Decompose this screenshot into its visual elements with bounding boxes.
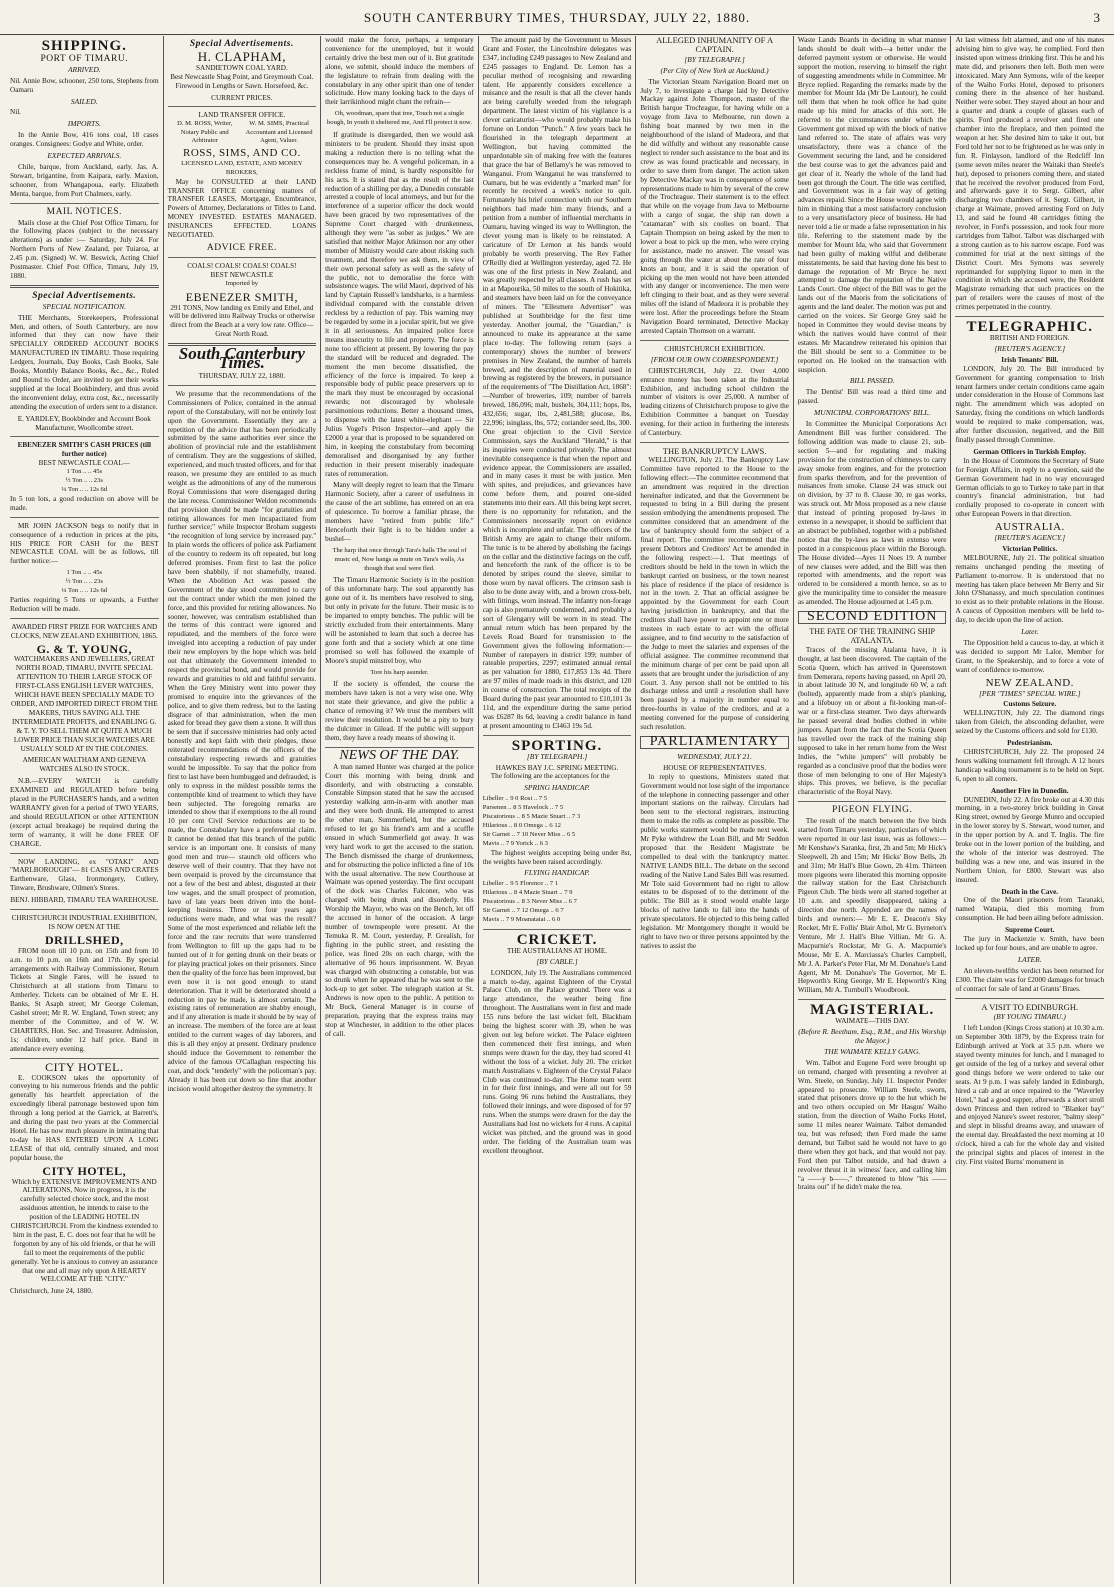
column-1 [6, 36, 164, 1584]
divider [798, 999, 947, 1000]
visit-heading: A VISIT TO EDINBURGH. [981, 1001, 1079, 1012]
inhumanity-text: The Victorian Steam Navigation Board met on July 7, to investigate a charge laid by Detective Mackay against John Thompson, master of the British barque Trochrague, for having while on a voyage from Java to Melbourne, run down a fishing boat manned by two men in the neighbourhood of the island of Madeora, and that he did wilfully and without any reasonable cause neglect to render such assistance to the boat and its crew as was found practicable and necessary, in order to save them from danger. The action taken by Detective Mackay was in consequence of some representations made to him by several of the crew of the Trochrague. Their statement is to the effect that while on the voyage from Java to Melbourne with a cargo of sugar, the ship ran down a "catamaran" with six coolies on board. That Captain Thompson on being asked by the men to lower a boat to pick up the men, who were crying for assistance, made no answer. The vessel was going through the water at about the rate of four knots an hour, and it is said the operation of picking up the men would not have been attended with any danger or inconvenience. The men were left clinging to their boat, and as they were several miles off the island of Madeora it is probable they were lost. After the proceedings before the Steam Navigation Board terminated, Detective Mackay arrested Captain Thomson on a warrant. [640, 77, 789, 335]
young-heading: G. & T. YOUNG, [36, 641, 133, 656]
sailed-text: Nil. [10, 108, 21, 117]
reuters-agency: [REUTER'S AGENCY.] [994, 533, 1066, 543]
special-ads-heading: Special Advertisements. [32, 290, 137, 301]
exhibition-heading: CHRISTCHURCH INDUSTRIAL EXHIBITION, IS NOW OPEN AT THE [11, 914, 157, 931]
hotel-big: CITY HOTEL, [42, 1163, 127, 1178]
later-text-2: An eleven-twelfths verdict has been returned for £300. The claim was for £2000 damages for breach of contract for sale of land at Grants' Braes. [955, 966, 1105, 993]
sailed-label: SAILED. [70, 96, 98, 106]
imports-label: IMPORTS. [67, 119, 101, 129]
notification-text: THE Merchants, Storekeepers, Professional Men, and others, of South Canterbury, are now informed that they can now have their SPECIALLY ORDERED ACCOUNT BOOKS MANUFACTURED IN TIMARU. Those requiring Ledgers, Journals, Day Books, Cash Books, Sale Books, Monthly Balance Books, &c., &c., Ruled and Bound to Order, are invited to get their works supplied at the local Bookbindery, and thus avoid the inconvenient delay, extra cost, &c., necessarily attending the execution of orders sent to a distance. [10, 313, 159, 411]
flying-row: Libeller .. 9 5 Florence .. 7 1 [482, 880, 558, 888]
fire-text: DUNEDIN, July 22. A fire broke out at 4.30 this morning, in a two-storey brick building in Great King street, owned by George Munro and occupied in the lower storey by S. Stewart, wood turner, and in the upper portion by A. and T. Inglis. The fire broke out in the lower portion of the building, and the whole of the interior was destroyed. The building was a new one, and was insured in the Northern Union, for £800. Stewart was also insured. [955, 795, 1105, 884]
young-text: WATCHMAKERS AND JEWELLERS, GREAT NORTH ROAD, TIMARU, INVITE SPECIAL ATTENTION TO THEIR LARGE STOCK OF FIRST-CLASS ENGLISH LEVER WATCHES, WHICH HAVE BEEN SPECIALLY MADE TO ORDER, AND IMPORTED DIRECT FROM THE MAKERS, THUS SAVING ALL THE INTERMEDIATE PROFITS, and ENABLING G. & T. Y. TO SELL THEM AT QUITE A MUCH LOWER PRICE THAN SUCH WATCHES ARE USUALLY SOLD AT IN THE COLONIES. [10, 655, 158, 753]
flying-row: Sir Garnet .. 7 12 Omega .. 6 7 [482, 907, 564, 915]
later-text: The Opposition held a caucus to-day, at which it was decided to support Mr Lalor, Member for Grant, to the Speakership, and to force a vote of want of confidence to-morrow. [955, 639, 1105, 674]
divider [10, 203, 159, 204]
spring-row: Mavis .. 7 9 Yorick .. 6 3 [482, 839, 548, 847]
reuters-agency: [REUTER'S AGENCY.] [994, 343, 1066, 353]
magisterial-cont: At last witness felt alarmed, and one of his mates advising him to give way, he complied. Ford then insisted upon witness drinking first. This he and his mate did, and prisoners then left. Both men were intoxicated. Mary Ann Symons, wife of the keeper of the Waiho Forks Hotel, deposed to prisoners coming there in the absence of her husband. Neither were sober. They stayed about an hour and a quarter and drank a couple of glasses each of spirits. Ford produced a revolver and fired one chamber into the fireplace, and then pointed the weapon at her. She desired him to take it out, but Ford told her not to be frightened as he was only in fun. R. Finlayson, landlord of the Redcliff Inn (some seven miles nearer the Waitaki than Steele's hut), deposed to prisoners coming there, and stated that he received the revolver produced from Ford, and afterwards gave it to Sergt. Gilbert, after discharging two chambers of it. Sergt. Gilbert, in charge at Waimate, proved arresting Ford on July 13, and said he found 48 cartridges fitting the revolver, in Ford's possession, and took four more cartridges from Talbot. Talbot was discharged with a strong caution as to his narrow escape. Ford was committed for trial at the next sittings of the District Court. Mrs Symons was severely reprimanded for supplying liquor to men in the condition in which she accused were, the Resident Magistrate remarking that such practices on the part of retailers were the causes of most of the crimes perpetrated in the country. [955, 36, 1105, 312]
columns [6, 36, 1108, 1584]
news-cont: The amount paid by the Government to Messrs Grant and Foster, the Lincolnshire delegates was £347, including £249 passages to New Zealand and £245 passages to England. Dr. Lemon has a peculiar method of recognising and rewarding talent. He apparently considers excellence a nuisance and the result is that all the clever hands are being carefully weeded from the telegraph department. The latest victim of his vigilance is a clever caricaturist—who would probably make his fortune on London "Punch." A few years back he flourished in the telegraph department at Wellington, but having committed the unpardonable sin of making free with the features that grace the bar of Bellamy's he was removed to Wanganui. From Wanganui he was transferred to Oamaru, but he was evidently a "marked man" for recently he received a week's notice to quit. Fortunately his brief connection with our Southern neighbors had made him many friends, and a petition from a number of influential merchants in Oamaru, having winged its way to Wellington, the clever young man is likely to be reinstated. A caricature of Dr Lemon at his hands would probably be worth preserving. The Rev Father O'Reilly died at Wellington yesterday, aged 72. He was one of the first priests in New Zealand, and was greatly respected by all classes. A rush has set in at Mapourika, 50 miles to the south of Hokitika, and steamers have been laid on for the conveyance of miners. The "Ellesmere Advertiser" was published at Southbridge for the first time yesterday. Another journal, the "Guardian," is announced to make its appearance at the same place to-day. The following return (says a contemporary) shows the number of brewers' premises in New Zealand, the number of barrels brewed, and the description of material used in brewing as registered by the brewers, in pursuance of the requirements of "The Distillation Act, 1868":—Number of breweries, 109; number of barrels brewed, 186,096; malt, bushels, 304,111; hops, lbs, 432,656; sugar, lbs, 2,481,588; glucose, lbs, 22,996; isinglass, lbs, 572; coriander seed, lbs, 300. One great objection to the Civil Service Commission, says the Auckland "Herald," is that its inquiries were conducted privately. The almost inevitable consequence is that when the report and evidence appear, the Commissioners are assailed, and in many cases it must be with justice. Men with spites, and prejudices, and grievances have come before them, and poured one-sided statements into their ears. All this being kept secret, there is no opportunity for refutation, and the Commissioners necessarily report on evidence which is incomplete and unfair. The officers of the British Army are again to change their uniform. The tunic is to be altered by abolishing the facings on the collar and the distinctive facings on the cuff, and henceforth the rank of the officer is to be denoted by stripes round the sleeve, similar to those worn by naval officers. The crimson sash is also to be done away with, and a brown cross-belt, with fittings, worn instead. The infantry non-forage cap is also prematurely condemned, and probably a sort of Glengarry will be worn in its stead. The annual return which has been prepared by the Levels Road Board for transmission to the Government gives the following information:—Number of ratepayers in district 199; number of rateable properties, 2297; estimated annual rental as per valuation for 1880, £17,853 13s 4d. There are 97 miles of made roads in this district, and 120 in course of construction. The total receipts of the Board during the past year amounted to £10,101 3s 11d, and the expenditure during the same period was £6287 8s 6d, leaving a credit balance in hand at present amounting to £3463 19s 5d. [482, 36, 632, 730]
column-4 [479, 36, 637, 1584]
by-telegraph: [BY TELEGRAPH.] [684, 54, 745, 64]
australians-heading: THE AUSTRALIANS AT HOME. [506, 946, 608, 955]
divider [798, 801, 947, 802]
supreme-heading: Supreme Court. [1005, 926, 1055, 935]
bill-passed: BILL PASSED. [849, 376, 895, 386]
nz-heading: NEW ZEALAND. [985, 676, 1074, 689]
pigeon-heading: PIGEON FLYING. [831, 805, 913, 816]
spring-note: The highest weights accepting being under 8st, the weights have been raised accordingly. [482, 848, 632, 866]
column-7 [951, 36, 1108, 1584]
spring-row: Hilarious .. 8 0 Omega .. 6 12 [482, 821, 561, 829]
per-city: (Per City of New York at Auckland.) [660, 65, 769, 75]
by-cable: [BY CABLE.] [536, 956, 578, 966]
divider [10, 618, 159, 619]
hotel-text: E. COOKSON takes the opportunity of conveying to his numerous friends and the public generally his heartfelt appreciation of the exceedingly liberal patronage bestowed upon him through a long period at the Garrick, at Barrett's, and during the past two years at the Commercial Hotel. He has now much pleasure in intimating that to-day he HAS ENTERED UPON A LONG LEASE of that old, centrally situated, and most popular house, the [10, 1073, 159, 1162]
spring-heading: SPRING HANDICAP. [524, 783, 590, 793]
spring-row: Sir Garnet .. 7 10 Never Miss .. 6 5 [482, 830, 576, 838]
later-heading: LATER. [1017, 954, 1042, 964]
divider [955, 316, 1104, 317]
verse: Oh, woodman, spare that tree, Touch not a single bough, In youth it sheltered me, And I'll protect it now. [327, 110, 472, 127]
page-number: 3 [1093, 10, 1100, 25]
divider [168, 257, 317, 258]
magisterial-text: Wm. Talbot and Eugene Ford were brought up on remand, charged with presenting a revolver at Wm. Steele, on Sunday, July 11. Inspector Pender appeared to prosecute. William Steele, sworn, stated that prisoners drove up to the hut which he and two others occupied on Mr Hasgus' Waiho station, from the direction of Waiho Forks Hotel, some 11 miles nearer Waimate. Talbot demanded tea, but was refused; then Ford made the same demand, but Talbot said he would not have to go there when they got back, and that would not pay. Ford then put Talbot outside, and had drawn a revolver thrust it in witness' face, and calling him "a ——y b——," threatened to blow "his —— brains out" if he didn't make the tea. [797, 1058, 947, 1192]
masthead-title: SOUTH CANTERBURY TIMES, THURSDAY, JULY 22, 1880. [363, 10, 751, 25]
spring-row: Parsenen .. 8 5 Havelock .. 7 5 [482, 804, 564, 812]
newspaper-nameplate: South Canterbury Times. [178, 344, 305, 373]
column-2 [164, 36, 322, 1584]
editorial-cont-2: If gratitude is disregarded, then we would ask ministers to be prudent. Should they insist upon making a reduction there is no telling what the consequences may be. A vengeful policeman, in a reckless frame of mind, is hardly responsible for his acts. It is stated that as the result of the last reduction of a shilling per day, a Dunedin constable arrested a couple of local attorneys, and but for the interference of a superior officer the dock would have been graced by two representatives of the Supreme Court charged with drunkenness, although they were "as sober as judges." We are satisfied that neither Major Atkinson nor any other member of Ministry would care about risking such treatment, and therefore we ask them, in view of their own personal safety as well as the safety of the public, not to demoralise the force with subsistence wages. The wild Maori, deprived of his land by Captain Russell's landsharks, is a harmless individual compared with the constable driven reckless by a reduction of pay. This warning may be regarded by some in a jocular spirit, but we give it in all seriousness. An impaired police force means insecurity to life and property. The force is none too efficient at present. By lowering the pay the standard will be reduced and degraded. The moment the men become dissatisfied, the efficiency of the force is impaired. To keep a responsible body of public peace preservers up to the mark they must be encouraged by occasional rewards; not discouraged by wholesale parsimonious reductions. Better a thousand times, to dispense with the latest white-elephant — Sir Julius Vogel's Prison Inspector—and apply the £2000 a year that is proposed to be squandered on him, in keeping the constabulary from becoming demoralised and disorganised by any further reduction in their present miserably inadequate rates of remuneration. [325, 131, 474, 478]
fire-heading: Another Fire in Dunedin. [990, 786, 1069, 795]
news-heading: NEWS OF THE DAY. [339, 747, 460, 763]
shipping-heading: SHIPPING. [41, 38, 127, 54]
ross-free: ADVICE FREE. [206, 243, 277, 254]
ross-right: W. M. SIMS, Practical Accountant and Licensed Agent, Valuer. [245, 120, 313, 144]
otaki-sign: BENJ. HIBBARD, TIMARU TEA WAREHOUSE. [10, 896, 159, 905]
divider [10, 285, 159, 288]
coals-sub: BEST NEWCASTLE [210, 270, 274, 279]
divider [168, 106, 317, 107]
irish-text: LONDON, July 20. The Bill introduced by Government for granting compensation to Irish tenant farmers under certain conditions came again under consideration in the House of Commons last night. The amendment which was adopted on Saturday, fixing the conditions on which landlords would be required to make compensation, was, after further discussion, negatived, and the Bill finally passed through Committee. [955, 364, 1105, 444]
smith-heading: EBENEZER SMITH'S CASH PRICES (till further notice) [17, 441, 151, 459]
date-line: THURSDAY, JULY 22, 1880. [198, 371, 286, 380]
british-heading: BRITISH AND FOREIGN. [989, 334, 1070, 342]
notification-sign: E. YARDLEY, Bookbinder and Account Book Manufacturer, Woollcombe street. [17, 414, 151, 432]
magisterial-heading: MAGISTERIAL. [810, 1002, 935, 1019]
spring-row: Libeller .. 9 0 Rosi .. 7 5 [482, 795, 548, 803]
coal-row: ¼ Ton .. .. 12s 6d [61, 485, 108, 493]
harmonic-text: Many will deeply regret to learn that the Timaru Harmonic Society, after a career of usefulness in the cause of the art sublime, has entered on an era of quiescence. To borrow a familiar phrase, the members have "retired from public life." Henceforth their light is to be hidden under a bushel— [325, 481, 474, 543]
german-heading: German Officers in Turkish Employ. [973, 447, 1087, 456]
parliamentary-cont: Waste Lands Boards in deciding in what manner lands should be dealt with—a better under the deferred payment system or otherwise. He would support the motion, reserving to himself the right of suggesting amendments while in Committee. Mr Bryce replied. Regarding the remarks made by the member for Mount Ida (Mr De Lautour), he could tell them that when he took office he had quite made up his mind for attacks of this sort. He referred to the circumstances under which the Government got mixed up with the block of native land referred to. The state of affairs was very unsatisfactory, there was a chance of the Government securing the land, and he considered the best course was to get the advances paid and get clear of it. Nearly the whole of the land had been got through the Court. The title was certified, and Government was in a fair way of getting advances repaid. Since the House would agree with him in thinking that a most satisfactory conclusion to a very unsatisfactory piece of business. He had never told a lie or made a false representation in his life. Referring to the statement made by the member for Mount Ida, who said that Government had been guilty of making wilful and deliberate misstatements, he said that having done his best to damage the reputation of Mr Bryce he next attempted to damage the reputation of the Native Lands Court. One object of the Bill was to get the lands out of the Maoris from the solicitations of agents and the land dealer. The motion was put and carried on the voices. Sir George Grey said he hoped in Committee they would devise means by which the natives would have control of their estates. Mr Macandrew reiterated his opinion that the Bill should be sent to a Committee to be reported on. He looked on the transaction with suspicion. [797, 36, 947, 374]
current-prices: CURRENT PRICES. [211, 93, 273, 102]
ross-firm: ROSS, SIMS, AND CO. [183, 146, 301, 159]
municipal-heading: MUNICIPAL CORPORATIONS' BILL. [814, 408, 931, 418]
ross-left: D. M. ROSS, Writer, Notary Public and Arbitrator [177, 120, 233, 144]
hotel-date: Christchurch, June 24, 1880. [10, 1287, 93, 1296]
ped-text: CHRISTCHURCH, July 22. The proposed 24 hours walking tournament fell through. A 12 hours handicap walking tournament is to be held on Sept. 6, open to all comers. [955, 747, 1105, 783]
clapham-heading: H. CLAPHAM, [197, 48, 286, 64]
pigeon-text: The result of the match between the five birds started from Timaru yesterday, particulars of which were reported in our last issue, was as follows:— Mr Kenshaw's Saranka, first, 2h and 5m; Mr Hick's Sleepwell, 2h and 15m; Mr Hicks' Bow Bells, 2h and 31m; Mr Hall's Blue Gown, 2h 41m. Thirteen more pigeons were liberated this morning opposite the railway station for the East Christchurch Pigeon Club. The birds were all started together at 10 a.m. and speedily disappeared, taking a direction due north. Appended are the names of birds and owners:— Mr E. E. Deacon's Sky Rocket, Mr E. Follis' Blair Athol, Mr G. Byrneton's Venture, Mr J. Hall's Blue Villian, Mr G. A. Macpurnie's Rockstar, Mr G. A. Macpurnie's Mouse, Mr E. A. Marciassa's Charles Campbell, Mr J. A. Parker's Peter Flat, Mr M. Donahue's Land Agent, Mr M. Donahue's The Governor, Mr E. Hepworth's King George, Mr E. Hepworth's King William, Mr A. Turnbull's Woodbrook. [797, 817, 947, 995]
divider [483, 735, 632, 736]
parliamentary-text: In reply to questions, Ministers stated that Government would not lose sight of the importance of the telephone in connecting passenger and other important stations on the railway. Circulars had been sent to the electoral registrars, instructing them to make the rolls as complete as possible. The public works statement would be made next week. Mr Pyke withdrew the Loan Bill, and Mr Seddon proposed that the Resident Magistrate be compelled to deal with the bankruptcy matter. NATIVE LANDS BILL. The debate on the second reading of the Native Land Sales Bill was resumed. Mr Tole said Government had no right to allow estates to be disposed of to the detriment of the public. The Bill as it stood would enable large blocks of native lands to fall into the hands of private speculators. He objected to this being called legislation. Mr Montgomery thought it would be right to have two or three persons appointed by the natives to assist the [640, 772, 789, 950]
waltham-text: AMERICAN WALTHAM AND GENEVA WATCHES ALSO IN STOCK. [22, 756, 147, 774]
divider [10, 853, 159, 854]
editorial-text: We presume that the recommendations of the Commissioners of Police, contained in the annual report of the Constabulary, will not be entirely lost upon the Government. Essentially they are a repetition of the advice that has been periodically submitted by the same authorities ever since the abolition of provincial rule and the establishment of centralism. They are the suggestions of skilled, experienced, and much trusted officers, and for that reason, we presume they are entitled to as much weight as the admonitions of any of the numerous Royal Commissions that were disengaged during the late recess. Commissioner Weldon recommends that provision should be made "for gratuities and retiring allowances for men incapacitated from further service;" while Inspector Broham suggests "the recognition of long service by increased pay." In plain words the officers of police ask Parliament of the country to redeem its oft repeated, but long deferred promises. From first to last the police have been shabbily, if not shamefully, treated. When the Abolition Act was passed the Government of the day stood committed to carry out the contract under which the men joined the force, and this provided for retiring allowances. No sooner, however, was centralism established than the terms of this contract were ignored and repudiated, and the members of the force were inveigled into accepting a reduction of pay under their new employers by the hope which was held out that ultimately the Government intended to respect the provincial bond, and would provide for rewards and gratuities to old and faithful servants. When the Grey Ministry went into power they promised to enquire into the grievances of the police, and to give them redress, but to the lasting disgrace of that administration, when the men asked for bread they gave them a stone. It will thus be seen that if successive ministries had only acted honestly and kept faith with their pledges, these reiterated recommendations of the officers of the constabulary respecting rewards and gratuities would be impossible. To say that the police from first to last have been humbugged and defrauded, is only to express in the mildest possible terms the contemptible kind of treatment to which they have been subjected. The foregoing remarks are intended to show that if exemptions to the all round 10 per cent Civil Service reductions are to be made, the Constabulary have a preferential claim. It cannot be denied that this branch of the public service is an important one. It consists of many good men and true— staunch old officers who deserve well of their country. That they have not been overpaid is proved by the circumstance that not a few of the best and ablest, disgusted at their low wages, and the small prospect of promotion, have of late years been driven into the hotel-keeping business. Three or four years ago reductions were made, and what was the result? Some of the most experienced and reliable left the force and the raw recruits that were transferred from Wellington to fill up the gaps had to be hunted out of it for getting drunk on their beats or for playing practical jokes on their prisoners. Since then the quality of the force has been improved, but even now it is not good enough to stand deterioration. That it will be deteriorated should a reduction in pay be made, is almost certain. The existing rates of remuneration are shabby enough, and if any alteration is made it should be by way of an increase. The members of the force are at least entitled to the current wages of day laborers, and this is all they enjoy at present. Ordinary prudence should induce the Government to remember the advice of the famous O'Callaghan respecting his coat, and dock "tenderly" with the policeman's pay. Already it has been cut down so fine that another incision would altogether destroy the symmetry. It [167, 389, 317, 1093]
christchurch-text: CHRISTCHURCH, July 22. Over 4,000 entrance money has been taken at the Industrial Exhibition, and including school children the number of visitors is over 25,000. A number of leading citizens of Christchurch propose to give the Exhibition Committee a banquet on Tuesday evening, for their action in furthering the interests of Canterbury. [640, 366, 789, 438]
jackson-row: 1 Ton .. .. 45s [66, 569, 103, 577]
column-3 [321, 36, 479, 1584]
imports-text: In the Annie Bow, 416 tons coal, 18 cases oranges. Consignees: Godye and White, order. [10, 131, 159, 149]
visit-byline: (BY YOUNG TIMARU.) [993, 1012, 1066, 1022]
award-heading: AWARDED FIRST PRIZE FOR WATCHES AND CLOCKS, NEW ZEALAND EXHIBITION, 1865. [10, 622, 158, 640]
coal-heading: BEST NEWCASTLE COAL— [38, 459, 130, 468]
by-telegraph: [BY TELEGRAPH.] [526, 751, 588, 761]
land-heading: LAND TRANSFER OFFICE. [198, 111, 286, 120]
clapham-sub: SANDIETOWN COAL YARD. [195, 63, 288, 72]
hotel-text-2: Which by EXTENSIVE IMPROVEMENTS AND ALTERATIONS, Now in progress, it is the carefully selected choice stock, and the most assiduous attention, he intends to raise to the position of the LEADING HOTEL IN CHRISTCHURCH. From the kindness extended to him in the past, E. C. does not fear that he will be forgotten by any of his old friends, or that he will fail to meet the requirements of the public generally. Yet he is anxious to convey an assurance that one and all may rely upon A HEARTY WELCOME AT THE "CITY." [10, 1177, 158, 1284]
ross-text: May be CONSULTED at their LAND TRANSFER OFFICE concerning matters of TRANSFER LEASES, Mortgage, Encumbrance, Powers of Attorney, Declarations or Titles to Land. MONEY INVESTED. ESTATES MANAGED. INSURANCES EFFECTED. LOANS NEGOTIATED. [167, 177, 317, 240]
expected-label: EXPECTED ARRIVALS. [47, 151, 122, 161]
later-heading: Later. [1021, 627, 1039, 637]
divider [10, 909, 159, 910]
parliamentary-heading: PARLIAMENTARY [640, 736, 789, 749]
otaki-text: NOW LANDING, ex "OTAKI" AND "MARLBOROUGH"— 81 CASES AND CRATES Earthenware, Glass, Ironmongery, Cutlery, Tinware, Brushware, Oilmen's Stores. [10, 857, 159, 893]
flying-row: Hilarious .. 8 4 Mazie Stuart .. 7 9 [482, 889, 573, 897]
cricket-heading: CRICKET. [516, 931, 598, 948]
coals-heading: COALS! COALS! COALS! COALS! [187, 261, 297, 270]
exhibition-text: FROM noon till 10 p.m. on 15th and from 10 a.m. to 10 p.m. on 16th and 17th. By special arrangements with Railway Commissioner, Return Tickets at Single Fares, will be issued to Christchurch at all stations from Timaru to Amberley. Tickets can be obtained of Mr E. H. Banks, St Asaph street; Mr George Coleman, Cashel street; Mr R. W. England, Town street; any member of the Committee, and of W. W. CHARTERS, Hon. Sec. and Treasurer. Admission, 1s; children, under 12 half price. Band in attendance every evening. [10, 946, 159, 1053]
ebenezer-text: 291 TONS, Now landing ex Emily and Ethel, and will be delivered into Railway Trucks or otherwise direct from the Beach at a very low rate. Office—Great North Road. [168, 303, 315, 339]
parliamentary-date: WEDNESDAY, JULY 21. [677, 751, 752, 761]
ross-sub: LICENSED LAND, ESTATE, AND MONEY BROKERS, [181, 159, 303, 176]
dentist-text: The Dentist' Bill was read a third time and passed. [797, 388, 947, 406]
divider [483, 929, 632, 930]
jackson-row: ½ Ton .. .. 23s [65, 578, 103, 586]
arrived-text: Nil. Annie Bow, schooner, 250 tons, Stephens from Oamaru [10, 76, 159, 94]
news-text: A man named Hunter was charged at the police Court this morning with being drunk and disorderly, and with obstructing a constable. Constable Simpson stated that he saw the accused yesterday walking arm-in-arm with another man and they were both drunk. He attempted to arrest the other man, Summerfield, but the accused refused to let go his friend's arm and a scuffle ensued in which Summerfield got away. It was very hard work to get the accused to the station. The Bench dismissed the charge of drunkenness, and for obstructing the police inflicted a fine of 10s with the usual alternative. The new Courthouse at Waimate was opened yesterday. The first occupant of the dock was Charles Falconer, who was charged with being drunk and disorderly. His Worship the Mayor, who was on the Bench, let off the accused in honor of the occasion. A large number of townspeople were present. At the Temuka R. M. Court, yesterday, P. Grealish, for fighting in the public street, and resisting the police, was fined 20s on each charge, with the alternative of 96 hours imprisonment. W. Bryan was charged with obstructing a constable, but was so drunk when he appeared that he was sent to the lock-up to get sober. The telegraph station at St. Andrews is now open to the public. A petition to Mr Buck, General Manager is in course of preparation, praying that the express trains may stop at Winchester, in addition to the other places of call. [325, 762, 474, 1038]
flying-row: Mavis .. 7 9 Moanataiai .. 6 0 [482, 916, 561, 923]
ross-partners [168, 120, 317, 145]
jackson-row: ¼ Ton .. .. 12s 6d [61, 587, 108, 595]
atalanta-heading: THE FATE OF THE TRAINING SHIP ATALANTA. [809, 627, 935, 645]
bankruptcy-heading: THE BANKRUPTCY LAWS. [662, 445, 767, 456]
supreme-text: The jury in Mackenzie v. Smith, have been locked up for four hours, and are unable to agree. [955, 935, 1105, 952]
before-line: (Before R. Beetham, Esq., R.M., and His Worship the Mayor.) [798, 1027, 947, 1045]
visit-text: I left London (Kings Cross station) at 10.30 a.m. on September 30th 1879, by the Express train for Edinburgh arrived at York at 3.5 p.m. where we stayed twenty minutes for lunch, and I managed to get outside of the leg of a turkey and several other good things before we were ordered to take our seats. At 9 p.m. I was safely landed in Edinburgh, hired a cab and at once repaired to the "Waverley Hotel," had a good supper, afterwards a short stroll down Princess and then retired to "Blanket bay" and enjoyed Nature's sweet restorer, "balmy sleep" and slept in blissful dreams away, and unaware of the eternal day. Breakfasted the next morning at 10 o'clock, hired a cab for the whole day and visited the principal sights and places of interest in the city. First visited Burns' monument in [955, 1024, 1105, 1166]
death-text: One of the Maori prisoners from Taranaki, named Watapia, died this morning from consumption. He had been ailing before admission. [955, 896, 1105, 923]
irish-heading: Irish Tenants' Bill. [1001, 355, 1059, 364]
mail-heading: MAIL NOTICES. [46, 206, 122, 217]
divider [10, 1058, 159, 1059]
spring-row: Piscatorious .. 8 5 Mazie Stuart .. 7 3 [482, 813, 581, 821]
victorian-heading: Victorian Politics. [1002, 544, 1058, 553]
masthead [0, 0, 1114, 35]
telegraphic-heading: TELEGRAPHIC. [966, 319, 1094, 336]
divider [168, 385, 317, 386]
drillshed-heading: DRILLSHED, [44, 932, 124, 947]
ped-heading: Pedestrianism. [1007, 739, 1053, 748]
special-ads-heading: Special Advertisements. [189, 39, 294, 49]
atalanta-text: Traces of the missing Atalanta have, it is thought, at last been discovered. The captain of the Scotia Queen, which has arrived in Queenstown from Demerara, reports having passed, on April 20, in about latitude 30 N, and longitude 60 W, a raft (bolted), apparently made from a ship's planking, and a lifebuoy on or about a fit-looking man-of-war or a first-class steamer. Two days afterwards he passed several dead bodies clothed in white jumpers. Apart from the fact that the Scotia Queen has travelled over the track of the training ship supposed to take in her return home from the West Indies, the "white jumpers" will probably be regarded as a conclusive proof that the bodies were those of men belonging to one of Her Majesty's ships. This proves, we believe, is the peculiar characteristic of the Royal Navy. [797, 645, 947, 797]
verse: Tore his harp asunder. [370, 668, 429, 676]
christchurch-heading: CHRISTCHURCH EXHIBITION. [664, 344, 765, 353]
coal-row: 1 Ton .. .. 45s [66, 468, 103, 476]
sporting-heading: SPORTING. [511, 737, 603, 754]
notification-heading: SPECIAL NOTIFICATION. [42, 301, 126, 311]
hawkes-text: The following are the acceptances for the [490, 772, 610, 781]
arrived-label: ARRIVED. [67, 64, 101, 74]
death-heading: Death in the Cave. [1001, 887, 1059, 896]
divider [10, 517, 159, 518]
coal-note: In 5 ton lots, a good reduction on above will be made. [10, 494, 159, 512]
kelly-heading: THE WAIMATE KELLY GANG. [824, 1046, 921, 1056]
hotel-heading: CITY HOTEL. [45, 1059, 124, 1074]
second-edition-heading: SECOND EDITION [798, 611, 947, 624]
coals-imported: Imported by [225, 279, 259, 287]
column-5 [636, 36, 794, 1584]
cricket-text: LONDON, July 19. The Australians commenced a match to-day, against Eighteen of the Crystal Palace Club, on the Palace ground. There was a large attendance, the weather being fine throughout. The Australians went in first and made 155 runs before the last wicket fell, Blackham being the highest scorer with 39, when he was given out leg before wicket. The Palace eighteen then commenced their first innings, and when stumps were drawn for the day, they had scored 41 without the loss of a wicket. July 20. The cricket match Australians v. Eighteen of the Crystal Palace Club was continued to-day. The Home team went in for their first innings, and were all out for 59 runs. Going 96 runs behind the Australians, they followed their innings, and were disposed of for 97 runs. When the stumps were drawn for the day the Australians had lost no wickets for 4 runs. A capital wicket was pitched, and the ground was in good order. The fielding of the Australian team was excellent throughout. [482, 968, 632, 1155]
jackson-note: Parties requiring 5 Tons or upwards, a Further Reduction will be made. [10, 595, 159, 613]
victorian-text: MELBOURNE, July 21. The political situation remains unchanged pending the meeting of Parliament to-morrow. It is understood that no meeting has taken place between Mr Berry and Sir John O'Shanassy, and much speculation continues to exist as to their probable relations in the House. A caucus of Opposition members will be held to-day, to decide upon the line of action. [955, 553, 1105, 625]
port-heading: PORT OF TIMARU. [40, 53, 129, 64]
mail-text: Mails close at the Chief Post Office Timaru, for the following places (subject to the necessary alterations) as under :— Saturday, July 24. For Northern Ports of New Zealand, per Tuiaroa, at 2.45 p.m. (Signed) W. W. Beswick, Acting Chief Postmaster. Chief Post Office, Timaru, July 19, 1880. [10, 218, 159, 280]
coal-row: ½ Ton .. .. 23s [65, 477, 103, 485]
per-times: [PER "TIMES" SPECIAL WIRE.] [978, 688, 1081, 698]
hawkes-heading: HAWKES BAY J.C. SPRING MEETING. [495, 763, 619, 772]
expected-text: Chile, barque, from Auckland, early. Jas. A. Stewart, brigantine, from Kaipara, early. Maxion, schooner, from Whangapoua, early. Elizabeth Menta, barque, from Port Chalmers, early. [10, 162, 159, 198]
german-text: In the House of Commons the Secretary of State for Foreign Affairs, in reply to a question, said the German Government had in no way encouraged German officials to go to Turkey to take part in that country's financial administration, but had cordially proposed to co-operate in concert with other European Powers in that direction. [955, 456, 1105, 519]
divider [640, 442, 789, 443]
municipal-text: In Committee the Municipal Corporations Act Amendment Bill was further considered. The following addition was made to clause 21, sub-section 5—and for regulating and making provision for the construction of chimneys to carry away smoke from engines, and for the protection from sparks therefrom, and for the prevention of nuisances from smoke. Clause 24 was struck out on division, by 37 to 8. Clause 30, re gas works, was struck out. Mr Moss proposed as a new clause that instead of printing proposed by-laws in extenso in a newspaper, it should be sufficient that an abstract be published, together with a published notice that the by-laws as laws in extenso were posted in a conspicuous place within the Borough. The House divided—Ayes 11 Noes 19. A number of new clauses were added, and the Bill was then reported with amendments, and the report was ordered to be considered a month hence, so as to give the municipality time to consider the measure as amended. The House adjourned at 1.45 p.m. [797, 420, 947, 607]
inhumanity-heading: ALLEGED INHUMANITY OF A CAPTAIN. [656, 36, 774, 54]
column-6 [794, 36, 952, 1584]
harmonic-text-2: The Timaru Harmonic Society is in the position of this unfortunate harp. The soul apparently has gone out of it. Its members have resolved to sing, but only in private for the future. Their music is to be imparted to empty benches. The public will be strictly excluded from their entertainments. Many will be astonished to learn that such a decree has gone forth and that a society which at one time promised so well has followed the example of Moore's stupid minstrel boy, who [325, 576, 474, 665]
customs-heading: Customs Seizure. [1003, 700, 1057, 709]
divider [955, 998, 1104, 999]
australia-heading: AUSTRALIA. [994, 521, 1065, 534]
house-heading: HOUSE OF REPRESENTATIVES. [663, 763, 767, 772]
flying-heading: FLYING HANDICAP. [524, 868, 590, 878]
editorial-cont: would make the force, perhaps, a temporary convenience for the unemployed, but it would certainly drive the best men out of it. But gratitude alone, we submit, should induce the members of the legislature to refrain from dealing with the constabulary in any other spirit than one of tender solicitude. How many looking back to the days of their larrikinhood might chant the refrain— [325, 36, 474, 107]
divider [10, 436, 159, 437]
clapham-text: Best Newcastle Shag Point, and Greymouth Coal. Firewood in Lengths or Sawn. Horsefeed, &c. [170, 72, 314, 90]
harmonic-text-3: If the society is offended, the course the members have taken is not a very wise one. Why not state their grievance, and give the public a chance of removing it? We trust the members will review their resolution. It would be a pity to bury the dulcimer in Gilead. If the public will support them, they have a ready means of showing it. [325, 680, 474, 742]
waimate-heading: WAIMATE—THIS DAY. [835, 1017, 910, 1026]
flying-row: Piscatorious .. 8 3 Never Miss .. 6 7 [482, 898, 577, 906]
customs-text: WELLINGTON, July 22. The diamond rings taken from Gleich, the absconding defaulter, were seized by the Customs officers and sold for £130. [955, 709, 1105, 736]
bankruptcy-text: WELLINGTON, July 21. The Bankruptcy Law Committee have reported to the House to the following effect:—The committee recommend that an amendment was required in the direction hereinafter indicated, and that the Government be requested to bring in a Bill during the present session embodying the amendments proposed. The committee considered that an amendment of the law of bankruptcy should form the subject of a final report. The committee recommend that the present Debtors and Creditors' Act be amended in the following respect:—1. That meetings of creditors should be held in the town in which the bankrupt carried on business, or the town nearest his place of residence if the place of residence is not in the town. 2. That an official assignee be appointed by the Government for each Court having jurisdiction in bankruptcy, and that the creditors shall have power to appoint one or more trustees in each estate to act with the official assignee, and to find security to the satisfaction of the Judge to meet the salaries and expenses of the official assignee. The committee recommend that the minimum charge of per cent be paid upon all assets that are brought under the jurisdiction of any Court. 3. Any person shall not be entitled to his discharge unless and until a resolution shall have been passed by a majority in number equal to three-fourths in value of the creditors, and at a meeting convened for the purpose of considering such resolution. [640, 455, 789, 732]
divider [640, 340, 789, 341]
nb-text: N.B.—EVERY WATCH is carefully EXAMINED and REGULATED before being placed in the PURCHASER'S hands, and a written WARRANTY given for a period of TWO YEARS, and should REGULATION or other ATTENTION (except actual breakage) be required during the term of warranty, it will be done FREE OF CHARGE. [10, 777, 159, 848]
jackson-text: MR JOHN JACKSON begs to notify that in consequence of a reduction in prices at the pits, HIS PRICE FOR CASH for the BEST NEWCASTLE COAL will be as follows, till further notice:— [10, 521, 159, 566]
own-correspondent: [FROM OUR OWN CORRESPONDENT.] [650, 354, 779, 364]
verse: The harp that once through Tara's halls The soul of music ed, Now hangs as mute on Tara's walls, As though that soul were fled. [332, 546, 467, 572]
ebenezer-heading: EBENEZER SMITH, [185, 289, 298, 304]
